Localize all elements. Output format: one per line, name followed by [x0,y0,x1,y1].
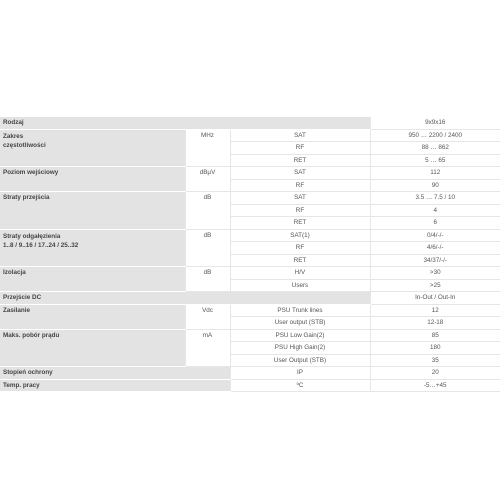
param-pobor-high: PSU High Gain(2) [230,342,370,355]
label-rodzaj: Rodzaj [0,117,370,129]
param-straty-przejscia-sat: SAT [230,192,370,205]
value-straty-odgalezienia-rf: 4/6/-/- [370,242,500,255]
row-przejscie-dc [0,292,500,305]
row-stopien [0,367,500,380]
row-straty-odgalezienia [0,229,500,242]
value-zakres-sat: 950 … 2200 / 2400 [370,129,500,142]
spec-table [0,117,500,392]
unit-straty-odgalezienia: dB [185,229,230,267]
value-przejscie-dc: In-Out / Out-In [370,292,500,305]
value-pobor-stb: 35 [370,354,500,367]
value-straty-odgalezienia-sat: 0/4/-/- [370,229,500,242]
param-poziom-sat: SAT [230,167,370,180]
label-zasilanie: Zasilanie [0,304,185,329]
label-zakres: Zakres częstotliwości [0,129,185,167]
unit-poziom: dBµV [185,167,230,192]
label-stopien: Stopień ochrony [0,367,230,380]
value-pobor-low: 85 [370,329,500,342]
row-straty-przejscia [0,192,500,205]
param-zasilanie-trunk: PSU Trunk lines [230,304,370,317]
param-zakres-ret: RET [230,154,370,167]
param-straty-odgalezienia-ret: RET [230,254,370,267]
param-izolacja-hv: H/V [230,267,370,280]
value-zakres-rf: 88 … 862 [370,142,500,155]
param-straty-przejscia-rf: RF [230,204,370,217]
unit-straty-przejscia: dB [185,192,230,230]
param-straty-odgalezienia-rf: RF [230,242,370,255]
value-straty-przejscia-rf: 4 [370,204,500,217]
row-zasilanie [0,304,500,317]
value-pobor-high: 180 [370,342,500,355]
param-straty-odgalezienia-sat: SAT(1) [230,229,370,242]
param-pobor-low: PSU Low Gain(2) [230,329,370,342]
label-poziom: Poziom wejściowy [0,167,185,192]
param-straty-przejscia-ret: RET [230,217,370,230]
value-izolacja-hv: >30 [370,267,500,280]
unit-pobor: mA [185,329,230,367]
param-zakres-sat: SAT [230,129,370,142]
label-przejscie-dc: Przejście DC [0,292,370,305]
unit-izolacja: dB [185,267,230,292]
value-straty-przejscia-ret: 6 [370,217,500,230]
unit-zakres: MHz [185,129,230,167]
param-pobor-stb: User Output (STB) [230,354,370,367]
value-zasilanie-stb: 12-18 [370,317,500,330]
param-zasilanie-stb: User output (STB) [230,317,370,330]
label-izolacja: Izolacja [0,267,185,292]
label-straty-odgalezienia: Straty odgałęzienia 1..8 / 9..16 / 17..24 / 25..32 [0,229,185,267]
param-zakres-rf: RF [230,142,370,155]
value-stopien: 20 [370,367,500,380]
value-straty-odgalezienia-ret: 34/37/-/- [370,254,500,267]
label-temp: Temp. pracy [0,379,230,392]
label-pobor: Maks. pobór prądu [0,329,185,367]
row-poziom [0,167,500,180]
row-zakres [0,129,500,142]
param-izolacja-users: Users [230,279,370,292]
label-straty-przejscia: Straty przejścia [0,192,185,230]
value-zasilanie-trunk: 12 [370,304,500,317]
value-izolacja-users: >25 [370,279,500,292]
param-stopien: IP [230,367,370,380]
value-poziom-rf: 90 [370,179,500,192]
value-temp: -5…+45 [370,379,500,392]
row-rodzaj [0,117,500,129]
value-rodzaj: 9x9x16 [370,117,500,129]
param-poziom-rf: RF [230,179,370,192]
value-straty-przejscia-sat: 3.5 … 7.5 / 10 [370,192,500,205]
row-temp [0,379,500,392]
value-zakres-ret: 5 … 65 [370,154,500,167]
unit-zasilanie: Vdc [185,304,230,329]
row-pobor [0,329,500,342]
value-poziom-sat: 112 [370,167,500,180]
param-temp: ºC [230,379,370,392]
row-izolacja [0,267,500,280]
